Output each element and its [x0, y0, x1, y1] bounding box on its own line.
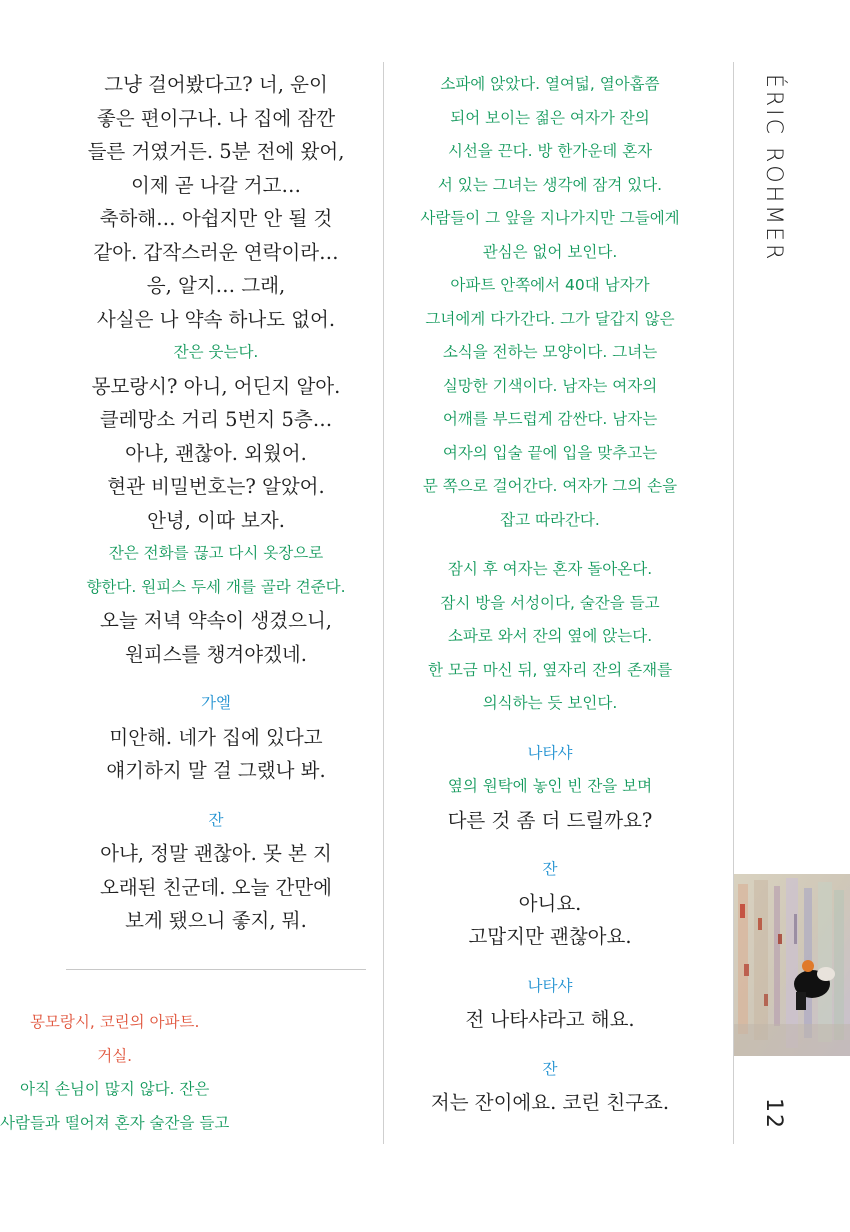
- spacer: [392, 954, 708, 970]
- dialogue-block: [62, 68, 370, 336]
- spacer: [62, 788, 370, 804]
- direction-line: 잔은 웃는다.: [173, 343, 259, 361]
- dialogue-block: [62, 370, 370, 538]
- direction-line: 관심은 없어 보인다.: [482, 242, 618, 261]
- dialogue-line: 저는 잔이에요. 코린 친구죠.: [430, 1091, 670, 1114]
- dialogue-line: 응, 알지… 그래,: [146, 274, 286, 297]
- direction-line: 실망한 기색이다. 남자는 여자의: [442, 376, 658, 395]
- dialogue-line: 몽모랑시? 아니, 어딘지 알아.: [91, 374, 341, 398]
- speaker-line: 잔: [542, 860, 558, 878]
- direction-line: 잠시 후 여자는 혼자 돌아온다.: [447, 560, 653, 578]
- dialogue-line: 원피스를 챙겨야겠네.: [125, 642, 307, 666]
- direction-line: 옆의 원탁에 놓인 빈 잔을 보며: [447, 777, 653, 795]
- direction-block: [392, 553, 708, 721]
- dialogue-line: 전 나타샤라고 해요.: [465, 1008, 635, 1031]
- direction-line: 되어 보이는 젊은 여자가 잔의: [450, 108, 650, 127]
- spacer: [62, 671, 370, 687]
- direction-line: 잡고 따라간다.: [500, 510, 600, 529]
- spacer: [392, 837, 708, 853]
- direction-line: 아파트 안쪽에서 40대 남자가: [450, 276, 650, 294]
- spacer: [392, 537, 708, 553]
- direction-line: 잔은 전화를 끊고 다시 옷장으로: [108, 544, 324, 562]
- dialogue-line: 미안해. 네가 집에 있다고: [109, 725, 323, 749]
- left-column: [62, 68, 370, 938]
- dialogue-block: [62, 721, 370, 788]
- column-divider: [383, 62, 384, 1144]
- left-column-continued: [0, 1006, 229, 1140]
- direction-block: [392, 770, 708, 804]
- dialogue-line: 같아. 갑작스러운 연락이라…: [93, 240, 339, 264]
- direction-line: 서 있는 그녀는 생각에 잠겨 있다.: [437, 175, 663, 194]
- speaker-block: [62, 804, 370, 838]
- dialogue-line: 오래된 친군데. 오늘 간만에: [99, 875, 332, 899]
- dialogue-block: [392, 887, 708, 954]
- dialogue-line: 이제 곧 나갈 거고…: [131, 173, 301, 197]
- dialogue-line: 그냥 걸어봤다고? 너, 운이: [104, 73, 328, 96]
- direction-line: 의식하는 듯 보인다.: [482, 694, 618, 712]
- dialogue-block: [62, 837, 370, 938]
- speaker-line: 잔: [542, 1059, 558, 1078]
- speaker-line: 나타샤: [527, 976, 573, 995]
- direction-block: [0, 1073, 229, 1140]
- direction-line: 잠시 방을 서성이다, 술잔을 들고: [440, 593, 660, 612]
- spacer: [392, 721, 708, 737]
- dialogue-line: 다른 것 좀 더 드릴까요?: [447, 808, 653, 832]
- dialogue-line: 사실은 나 약속 하나도 없어.: [96, 307, 336, 331]
- painting-illustration: [734, 874, 850, 1056]
- dialogue-line: 오늘 저녁 약속이 생겼으니,: [99, 609, 332, 632]
- direction-line: 소파에 앉았다. 열여덟, 열아홉쯤: [440, 75, 660, 93]
- direction-line: 사람들이 그 앞을 지나가지만 그들에게: [420, 209, 680, 227]
- running-title: ÉRIC ROHMER: [761, 74, 786, 263]
- dialogue-block: [392, 1086, 708, 1120]
- direction-line: 시선을 끈다. 방 한가운데 혼자: [447, 142, 653, 160]
- speaker-line: 가엘: [201, 694, 231, 712]
- dialogue-line: 보게 됐으니 좋지, 뭐.: [125, 909, 307, 932]
- dialogue-block: [392, 1003, 708, 1037]
- dialogue-line: 아냐, 정말 괜찮아. 못 본 지: [100, 842, 332, 865]
- dialogue-line: 아냐, 괜찮아. 외웠어.: [125, 441, 307, 465]
- direction-line: 사람들과 떨어져 혼자 술잔을 들고: [0, 1113, 230, 1132]
- dialogue-line: 현관 비밀번호는? 알았어.: [107, 475, 325, 498]
- dialogue-line: 클레망소 거리 5번지 5층…: [99, 408, 333, 431]
- speaker-block: [62, 687, 370, 721]
- speaker-block: [392, 1053, 708, 1087]
- scene-block: [0, 1006, 229, 1073]
- scene-line: 거실.: [97, 1046, 133, 1065]
- direction-line: 향한다. 원피스 두세 개를 골라 견준다.: [86, 577, 346, 596]
- direction-line: 한 모금 마신 뒤, 옆자리 잔의 존재를: [427, 660, 673, 679]
- dialogue-block: [62, 604, 370, 671]
- dialogue-line: 축하해… 아쉽지만 안 될 것: [99, 207, 333, 230]
- direction-line: 아직 손님이 많지 않다. 잔은: [20, 1080, 210, 1098]
- spacer: [392, 1037, 708, 1053]
- direction-line: 그녀에게 다가간다. 그가 달갑지 않은: [425, 309, 675, 328]
- speaker-block: [392, 737, 708, 771]
- speaker-block: [392, 970, 708, 1004]
- direction-line: 문 쪽으로 걸어간다. 여자가 그의 손을: [422, 477, 678, 495]
- direction-line: 소식을 전하는 모양이다. 그녀는: [442, 343, 658, 361]
- dialogue-line: 좋은 편이구나. 나 집에 잠깐: [96, 106, 336, 130]
- direction-line: 여자의 입술 끝에 입을 맞추고는: [442, 443, 658, 462]
- middle-column: [392, 68, 708, 1120]
- dialogue-line: 아니요.: [518, 891, 582, 915]
- speaker-line: 나타샤: [527, 743, 573, 762]
- dialogue-line: 고맙지만 괜찮아요.: [468, 925, 632, 948]
- dialogue-line: 얘기하지 말 걸 그랬나 봐.: [106, 759, 326, 782]
- direction-line: 어깨를 부드럽게 감싼다. 남자는: [442, 410, 658, 428]
- speaker-line: 잔: [208, 810, 224, 829]
- direction-block: [62, 336, 370, 370]
- section-divider: [66, 969, 366, 970]
- scene-line: 몽모랑시, 코린의 아파트.: [29, 1013, 200, 1031]
- dialogue-line: 안녕, 이따 보자.: [147, 508, 285, 532]
- dialogue-line: 들른 거였거든. 5분 전에 왔어,: [87, 140, 345, 163]
- direction-block: [62, 537, 370, 604]
- direction-line: 소파로 와서 잔의 옆에 앉는다.: [447, 627, 653, 645]
- speaker-block: [392, 853, 708, 887]
- page-number: 12: [761, 1098, 786, 1130]
- dialogue-block: [392, 804, 708, 838]
- direction-block: [392, 68, 708, 537]
